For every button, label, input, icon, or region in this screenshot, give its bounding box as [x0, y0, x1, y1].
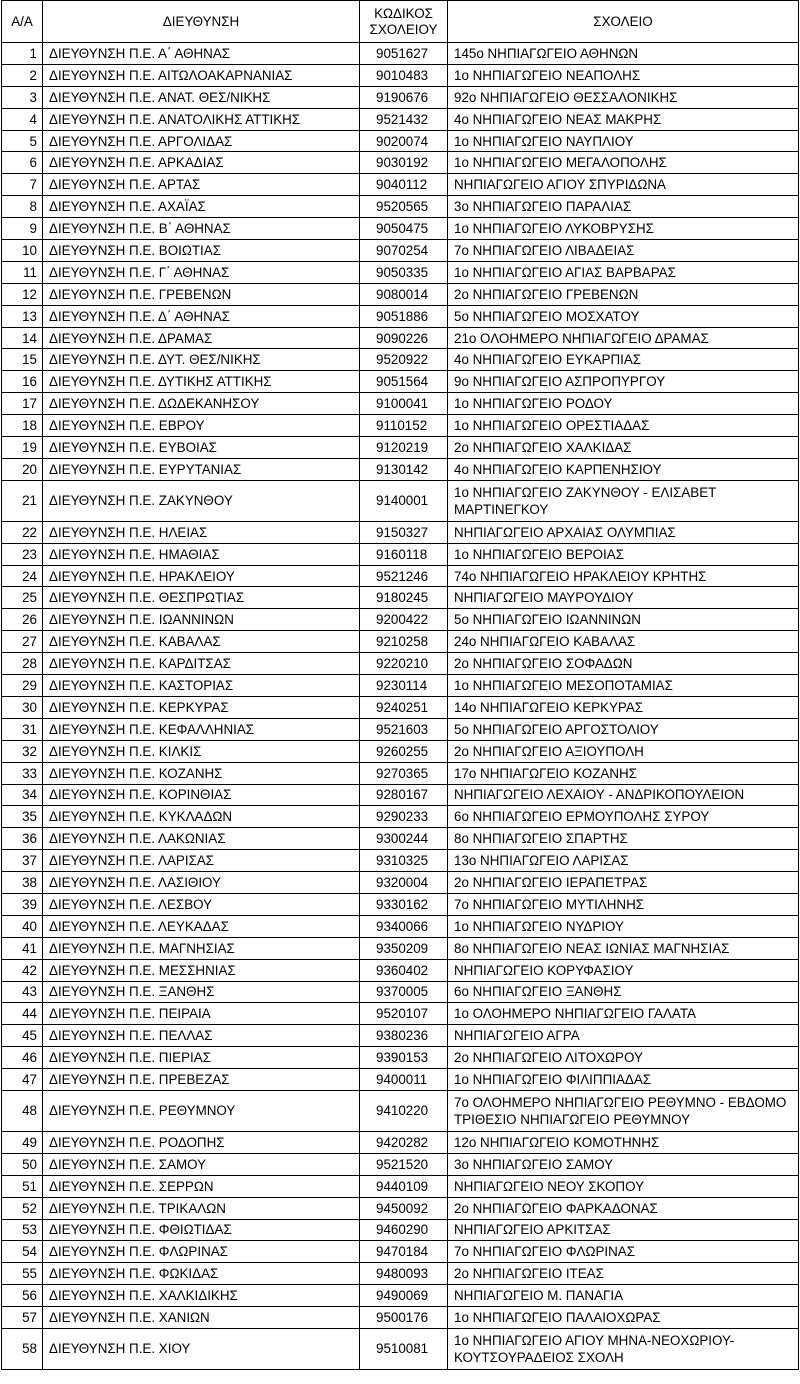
table-row [2, 543, 799, 565]
table-row [2, 565, 799, 587]
cell-school: 2ο ΝΗΠΙΑΓΩΓΕΙΟ ΑΞΙΟΥΠΟΛΗ [448, 740, 799, 762]
cell-direction: ΔΙΕΥΘΥΝΣΗ Π.Ε. ΑΙΤΩΛΟΑΚΑΡΝΑΝΙΑΣ [43, 64, 360, 86]
cell-school: 4ο ΝΗΠΙΑΓΩΓΕΙΟ ΕΥΚΑΡΠΙΑΣ [448, 349, 799, 371]
cell-direction: ΔΙΕΥΘΥΝΣΗ Π.Ε. ΡΕΘΥΜΝΟΥ [43, 1090, 360, 1131]
cell-direction: ΔΙΕΥΘΥΝΣΗ Π.Ε. ΛΕΣΒΟΥ [43, 893, 360, 915]
cell-school-code: 9270365 [360, 762, 448, 784]
cell-aa: 11 [2, 261, 43, 283]
table-row [2, 43, 799, 65]
cell-aa: 38 [2, 872, 43, 894]
cell-aa: 46 [2, 1047, 43, 1069]
table-row [2, 1219, 799, 1241]
table-row [2, 631, 799, 653]
cell-direction: ΔΙΕΥΘΥΝΣΗ Π.Ε. ΚΥΚΛΑΔΩΝ [43, 806, 360, 828]
table-row [2, 587, 799, 609]
cell-aa: 28 [2, 653, 43, 675]
cell-direction: ΔΙΕΥΘΥΝΣΗ Π.Ε. ΧΑΝΙΩΝ [43, 1307, 360, 1329]
cell-direction: ΔΙΕΥΘΥΝΣΗ Π.Ε. ΚΟΡΙΝΘΙΑΣ [43, 784, 360, 806]
cell-aa: 37 [2, 850, 43, 872]
cell-school-code: 9420282 [360, 1131, 448, 1153]
cell-aa: 2 [2, 64, 43, 86]
cell-direction: ΔΙΕΥΘΥΝΣΗ Π.Ε. ΑΡΚΑΔΙΑΣ [43, 152, 360, 174]
cell-school-code: 9350209 [360, 937, 448, 959]
cell-aa: 18 [2, 415, 43, 437]
table-row [2, 458, 799, 480]
cell-direction: ΔΙΕΥΘΥΝΣΗ Π.Ε. ΔΥΤ. ΘΕΣ/ΝΙΚΗΣ [43, 349, 360, 371]
table-row [2, 1263, 799, 1285]
table-header-row [2, 1, 799, 43]
cell-school-code: 9010483 [360, 64, 448, 86]
cell-direction: ΔΙΕΥΘΥΝΣΗ Π.Ε. ΑΝΑΤΟΛΙΚΗΣ ΑΤΤΙΚΗΣ [43, 108, 360, 130]
cell-school: 2ο ΝΗΠΙΑΓΩΓΕΙΟ ΙΕΡΑΠΕΤΡΑΣ [448, 872, 799, 894]
cell-aa: 36 [2, 828, 43, 850]
cell-aa: 57 [2, 1307, 43, 1329]
cell-school: 6ο ΝΗΠΙΑΓΩΓΕΙΟ ΞΑΝΘΗΣ [448, 981, 799, 1003]
cell-school-code: 9410220 [360, 1090, 448, 1131]
table-row [2, 218, 799, 240]
cell-direction: ΔΙΕΥΘΥΝΣΗ Π.Ε. ΔΩΔΕΚΑΝΗΣΟΥ [43, 393, 360, 415]
cell-aa: 7 [2, 174, 43, 196]
cell-school: 1ο ΝΗΠΙΑΓΩΓΕΙΟ ΛΥΚΟΒΡΥΣΗΣ [448, 218, 799, 240]
cell-aa: 58 [2, 1328, 43, 1369]
cell-school: 1ο ΝΗΠΙΑΓΩΓΕΙΟ ΟΡΕΣΤΙΑΔΑΣ [448, 415, 799, 437]
cell-direction: ΔΙΕΥΘΥΝΣΗ Π.Ε. ΚΟΖΑΝΗΣ [43, 762, 360, 784]
table-row [2, 872, 799, 894]
table-row [2, 152, 799, 174]
cell-direction: ΔΙΕΥΘΥΝΣΗ Π.Ε. ΦΘΙΩΤΙΔΑΣ [43, 1219, 360, 1241]
cell-school: 1ο ΝΗΠΙΑΓΩΓΕΙΟ ΝΥΔΡΙΟΥ [448, 915, 799, 937]
cell-school: 2ο ΝΗΠΙΑΓΩΓΕΙΟ ΛΙΤΟΧΩΡΟΥ [448, 1047, 799, 1069]
cell-direction: ΔΙΕΥΘΥΝΣΗ Π.Ε. ΚΕΦΑΛΛΗΝΙΑΣ [43, 718, 360, 740]
cell-direction: ΔΙΕΥΘΥΝΣΗ Π.Ε. ΞΑΝΘΗΣ [43, 981, 360, 1003]
cell-aa: 23 [2, 543, 43, 565]
cell-school-code: 9030192 [360, 152, 448, 174]
cell-direction: ΔΙΕΥΘΥΝΣΗ Π.Ε. ΘΕΣΠΡΩΤΙΑΣ [43, 587, 360, 609]
cell-school-code: 9521246 [360, 565, 448, 587]
cell-school-code: 9180245 [360, 587, 448, 609]
cell-school: 3ο ΝΗΠΙΑΓΩΓΕΙΟ ΠΑΡΑΛΙΑΣ [448, 196, 799, 218]
cell-direction: ΔΙΕΥΘΥΝΣΗ Π.Ε. ΑΝΑΤ. ΘΕΣ/ΝΙΚΗΣ [43, 86, 360, 108]
cell-school: 8ο ΝΗΠΙΑΓΩΓΕΙΟ ΝΕΑΣ ΙΩΝΙΑΣ ΜΑΓΝΗΣΙΑΣ [448, 937, 799, 959]
table-row [2, 1197, 799, 1219]
cell-school-code: 9120219 [360, 437, 448, 459]
cell-school: 7ο ΟΛΟΗΜΕΡΟ ΝΗΠΙΑΓΩΓΕΙΟ ΡΕΘΥΜΝΟ - ΕΒΔΟΜΟ ΤΡΙΘΕΣΙΟ ΝΗΠΙΑΓΩΓΕΙΟ ΡΕΘΥΜΝΟΥ [448, 1090, 799, 1131]
table-row [2, 305, 799, 327]
cell-school: 4ο ΝΗΠΙΑΓΩΓΕΙΟ ΚΑΡΠΕΝΗΣΙΟΥ [448, 458, 799, 480]
cell-direction: ΔΙΕΥΘΥΝΣΗ Π.Ε. ΛΑΣΙΘΙΟΥ [43, 872, 360, 894]
cell-school-code: 9230114 [360, 675, 448, 697]
cell-school: ΝΗΠΙΑΓΩΓΕΙΟ ΜΑΥΡΟΥΔΙΟΥ [448, 587, 799, 609]
cell-school-code: 9500176 [360, 1307, 448, 1329]
cell-school: 145ο ΝΗΠΙΑΓΩΓΕΙΟ ΑΘΗΝΩΝ [448, 43, 799, 65]
table-row [2, 784, 799, 806]
cell-aa: 12 [2, 283, 43, 305]
cell-school-code: 9100041 [360, 393, 448, 415]
cell-direction: ΔΙΕΥΘΥΝΣΗ Π.Ε. ΜΑΓΝΗΣΙΑΣ [43, 937, 360, 959]
cell-school-code: 9450092 [360, 1197, 448, 1219]
cell-direction: ΔΙΕΥΘΥΝΣΗ Π.Ε. ΚΙΛΚΙΣ [43, 740, 360, 762]
cell-aa: 44 [2, 1003, 43, 1025]
table-row [2, 675, 799, 697]
table-row [2, 893, 799, 915]
cell-aa: 29 [2, 675, 43, 697]
cell-school-code: 9260255 [360, 740, 448, 762]
cell-school-code: 9190676 [360, 86, 448, 108]
cell-school-code: 9520107 [360, 1003, 448, 1025]
cell-school: 92ο ΝΗΠΙΑΓΩΓΕΙΟ ΘΕΣΣΑΛΟΝΙΚΗΣ [448, 86, 799, 108]
table-row [2, 1069, 799, 1091]
cell-school: 1ο ΝΗΠΙΑΓΩΓΕΙΟ ΖΑΚΥΝΘΟΥ - ΕΛΙΣΑΒΕΤ ΜΑΡΤΙΝΕΓΚΟΥ [448, 480, 799, 521]
cell-direction: ΔΙΕΥΘΥΝΣΗ Π.Ε. ΠΕΛΛΑΣ [43, 1025, 360, 1047]
table-row [2, 327, 799, 349]
cell-school-code: 9440109 [360, 1175, 448, 1197]
cell-school-code: 9050335 [360, 261, 448, 283]
header-code-line2: ΣΧΟΛΕΙΟΥ [369, 21, 438, 37]
cell-school: ΝΗΠΙΑΓΩΓΕΙΟ ΑΡΚΙΤΣΑΣ [448, 1219, 799, 1241]
table-row [2, 437, 799, 459]
cell-school-code: 9480093 [360, 1263, 448, 1285]
cell-school: 4ο ΝΗΠΙΑΓΩΓΕΙΟ ΝΕΑΣ ΜΑΚΡΗΣ [448, 108, 799, 130]
table-row [2, 1241, 799, 1263]
cell-school-code: 9090226 [360, 327, 448, 349]
cell-direction: ΔΙΕΥΘΥΝΣΗ Π.Ε. ΚΑΣΤΟΡΙΑΣ [43, 675, 360, 697]
cell-direction: ΔΙΕΥΘΥΝΣΗ Π.Ε. ΤΡΙΚΑΛΩΝ [43, 1197, 360, 1219]
cell-direction: ΔΙΕΥΘΥΝΣΗ Π.Ε. ΚΑΒΑΛΑΣ [43, 631, 360, 653]
cell-school: 24ο ΝΗΠΙΑΓΩΓΕΙΟ ΚΑΒΑΛΑΣ [448, 631, 799, 653]
cell-direction: ΔΙΕΥΘΥΝΣΗ Π.Ε. ΚΕΡΚΥΡΑΣ [43, 696, 360, 718]
cell-school: 3ο ΝΗΠΙΑΓΩΓΕΙΟ ΣΑΜΟΥ [448, 1153, 799, 1175]
cell-school: 13ο ΝΗΠΙΑΓΩΓΕΙΟ ΛΑΡΙΣΑΣ [448, 850, 799, 872]
cell-direction: ΔΙΕΥΘΥΝΣΗ Π.Ε. ΒΟΙΩΤΙΑΣ [43, 240, 360, 262]
cell-aa: 39 [2, 893, 43, 915]
cell-school: 74ο ΝΗΠΙΑΓΩΓΕΙΟ ΗΡΑΚΛΕΙΟΥ ΚΡΗΤΗΣ [448, 565, 799, 587]
table-row [2, 1307, 799, 1329]
cell-school-code: 9051886 [360, 305, 448, 327]
cell-direction: ΔΙΕΥΘΥΝΣΗ Π.Ε. ΗΛΕΙΑΣ [43, 521, 360, 543]
header-school: ΣΧΟΛΕΙΟ [448, 1, 799, 43]
cell-school-code: 9080014 [360, 283, 448, 305]
cell-direction: ΔΙΕΥΘΥΝΣΗ Π.Ε. ΧΙΟΥ [43, 1328, 360, 1369]
cell-school: 1ο ΟΛΟΗΜΕΡΟ ΝΗΠΙΑΓΩΓΕΙΟ ΓΑΛΑΤΑ [448, 1003, 799, 1025]
cell-school-code: 9140001 [360, 480, 448, 521]
table-row [2, 740, 799, 762]
cell-school: ΝΗΠΙΑΓΩΓΕΙΟ ΛΕΧΑΙΟΥ - ΑΝΔΡΙΚΟΠΟΥΛΕΙΟΝ [448, 784, 799, 806]
table-row [2, 762, 799, 784]
cell-school-code: 9110152 [360, 415, 448, 437]
cell-direction: ΔΙΕΥΘΥΝΣΗ Π.Ε. ΗΡΑΚΛΕΙΟΥ [43, 565, 360, 587]
cell-school: 2ο ΝΗΠΙΑΓΩΓΕΙΟ ΧΑΛΚΙΔΑΣ [448, 437, 799, 459]
cell-aa: 48 [2, 1090, 43, 1131]
cell-direction: ΔΙΕΥΘΥΝΣΗ Π.Ε. ΦΛΩΡΙΝΑΣ [43, 1241, 360, 1263]
cell-aa: 14 [2, 327, 43, 349]
table-row [2, 371, 799, 393]
cell-school: 1ο ΝΗΠΙΑΓΩΓΕΙΟ ΒΕΡΟΙΑΣ [448, 543, 799, 565]
cell-aa: 10 [2, 240, 43, 262]
table-row [2, 915, 799, 937]
cell-aa: 33 [2, 762, 43, 784]
cell-school: 7ο ΝΗΠΙΑΓΩΓΕΙΟ ΜΥΤΙΛΗΝΗΣ [448, 893, 799, 915]
table-row [2, 653, 799, 675]
cell-direction: ΔΙΕΥΘΥΝΣΗ Π.Ε. ΛΑΚΩΝΙΑΣ [43, 828, 360, 850]
cell-school: 1ο ΝΗΠΙΑΓΩΓΕΙΟ ΠΑΛΑΙΟΧΩΡΑΣ [448, 1307, 799, 1329]
cell-direction: ΔΙΕΥΘΥΝΣΗ Π.Ε. ΑΡΤΑΣ [43, 174, 360, 196]
cell-school: 6ο ΝΗΠΙΑΓΩΓΕΙΟ ΕΡΜΟΥΠΟΛΗΣ ΣΥΡΟΥ [448, 806, 799, 828]
table-row [2, 1131, 799, 1153]
table-row [2, 521, 799, 543]
cell-direction: ΔΙΕΥΘΥΝΣΗ Π.Ε. ΑΡΓΟΛΙΔΑΣ [43, 130, 360, 152]
cell-school: 9ο ΝΗΠΙΑΓΩΓΕΙΟ ΑΣΠΡΟΠΥΡΓΟΥ [448, 371, 799, 393]
cell-aa: 25 [2, 587, 43, 609]
cell-direction: ΔΙΕΥΘΥΝΣΗ Π.Ε. Γ΄ ΑΘΗΝΑΣ [43, 261, 360, 283]
cell-aa: 21 [2, 480, 43, 521]
cell-school-code: 9370005 [360, 981, 448, 1003]
table-row [2, 86, 799, 108]
table-row [2, 196, 799, 218]
table-row [2, 1090, 799, 1131]
cell-school-code: 9240251 [360, 696, 448, 718]
cell-school: 2ο ΝΗΠΙΑΓΩΓΕΙΟ ΙΤΕΑΣ [448, 1263, 799, 1285]
cell-school-code: 9360402 [360, 959, 448, 981]
cell-school: 1ο ΝΗΠΙΑΓΩΓΕΙΟ ΡΟΔΟΥ [448, 393, 799, 415]
cell-aa: 9 [2, 218, 43, 240]
cell-direction: ΔΙΕΥΘΥΝΣΗ Π.Ε. ΦΩΚΙΔΑΣ [43, 1263, 360, 1285]
cell-aa: 27 [2, 631, 43, 653]
cell-school-code: 9310325 [360, 850, 448, 872]
table-row [2, 1153, 799, 1175]
cell-school: 17ο ΝΗΠΙΑΓΩΓΕΙΟ ΚΟΖΑΝΗΣ [448, 762, 799, 784]
cell-school-code: 9050475 [360, 218, 448, 240]
cell-aa: 49 [2, 1131, 43, 1153]
cell-school-code: 9510081 [360, 1328, 448, 1369]
cell-aa: 34 [2, 784, 43, 806]
cell-school: ΝΗΠΙΑΓΩΓΕΙΟ ΑΓΙΟΥ ΣΠΥΡΙΔΩΝΑ [448, 174, 799, 196]
cell-direction: ΔΙΕΥΘΥΝΣΗ Π.Ε. ΔΡΑΜΑΣ [43, 327, 360, 349]
cell-aa: 20 [2, 458, 43, 480]
cell-aa: 3 [2, 86, 43, 108]
table-row [2, 261, 799, 283]
cell-school-code: 9300244 [360, 828, 448, 850]
cell-aa: 6 [2, 152, 43, 174]
cell-school-code: 9220210 [360, 653, 448, 675]
cell-school-code: 9390153 [360, 1047, 448, 1069]
cell-school: 8ο ΝΗΠΙΑΓΩΓΕΙΟ ΣΠΑΡΤΗΣ [448, 828, 799, 850]
table-row [2, 1175, 799, 1197]
cell-school: 12ο ΝΗΠΙΑΓΩΓΕΙΟ ΚΟΜΟΤΗΝΗΣ [448, 1131, 799, 1153]
cell-direction: ΔΙΕΥΘΥΝΣΗ Π.Ε. ΓΡΕΒΕΝΩΝ [43, 283, 360, 305]
cell-school: 2ο ΝΗΠΙΑΓΩΓΕΙΟ ΦΑΡΚΑΔΟΝΑΣ [448, 1197, 799, 1219]
cell-direction: ΔΙΕΥΘΥΝΣΗ Π.Ε. ΜΕΣΣΗΝΙΑΣ [43, 959, 360, 981]
cell-aa: 15 [2, 349, 43, 371]
cell-school-code: 9521432 [360, 108, 448, 130]
cell-direction: ΔΙΕΥΘΥΝΣΗ Π.Ε. ΕΥΡΥΤΑΝΙΑΣ [43, 458, 360, 480]
cell-school: 1ο ΝΗΠΙΑΓΩΓΕΙΟ ΑΓΙΑΣ ΒΑΡΒΑΡΑΣ [448, 261, 799, 283]
table-row [2, 718, 799, 740]
table-row [2, 1328, 799, 1369]
cell-school-code: 9320004 [360, 872, 448, 894]
table-row [2, 283, 799, 305]
table-body [2, 43, 799, 1370]
cell-school: ΝΗΠΙΑΓΩΓΕΙΟ Μ. ΠΑΝΑΓΙΑ [448, 1285, 799, 1307]
cell-aa: 41 [2, 937, 43, 959]
cell-school: ΝΗΠΙΑΓΩΓΕΙΟ ΝΕΟΥ ΣΚΟΠΟΥ [448, 1175, 799, 1197]
cell-school: 5ο ΝΗΠΙΑΓΩΓΕΙΟ ΜΟΣΧΑΤΟΥ [448, 305, 799, 327]
cell-direction: ΔΙΕΥΘΥΝΣΗ Π.Ε. ΣΕΡΡΩΝ [43, 1175, 360, 1197]
cell-aa: 45 [2, 1025, 43, 1047]
cell-school-code: 9470184 [360, 1241, 448, 1263]
cell-aa: 19 [2, 437, 43, 459]
table-row [2, 1285, 799, 1307]
cell-aa: 31 [2, 718, 43, 740]
cell-school: 1ο ΝΗΠΙΑΓΩΓΕΙΟ ΝΕΑΠΟΛΗΣ [448, 64, 799, 86]
cell-school: 21ο ΟΛΟΗΜΕΡΟ ΝΗΠΙΑΓΩΓΕΙΟ ΔΡΑΜΑΣ [448, 327, 799, 349]
cell-school: 1ο ΝΗΠΙΑΓΩΓΕΙΟ ΑΓΙΟΥ ΜΗΝΑ-ΝΕΟΧΩΡΙΟΥ-ΚΟΥΤΣΟΥΡΑΔΕΙΟΣ ΣΧΟΛΗ [448, 1328, 799, 1369]
cell-direction: ΔΙΕΥΘΥΝΣΗ Π.Ε. ΛΑΡΙΣΑΣ [43, 850, 360, 872]
cell-aa: 40 [2, 915, 43, 937]
cell-school-code: 9210258 [360, 631, 448, 653]
cell-direction: ΔΙΕΥΘΥΝΣΗ Π.Ε. ΙΩΑΝΝΙΝΩΝ [43, 609, 360, 631]
cell-school-code: 9330162 [360, 893, 448, 915]
cell-aa: 43 [2, 981, 43, 1003]
cell-aa: 54 [2, 1241, 43, 1263]
table-row [2, 609, 799, 631]
table-row [2, 828, 799, 850]
header-school-code [360, 1, 448, 43]
table-row [2, 174, 799, 196]
table-row [2, 806, 799, 828]
cell-aa: 30 [2, 696, 43, 718]
cell-school: 1ο ΝΗΠΙΑΓΩΓΕΙΟ ΜΕΣΟΠΟΤΑΜΙΑΣ [448, 675, 799, 697]
cell-aa: 47 [2, 1069, 43, 1091]
cell-direction: ΔΙΕΥΘΥΝΣΗ Π.Ε. ΠΡΕΒΕΖΑΣ [43, 1069, 360, 1091]
cell-school: ΝΗΠΙΑΓΩΓΕΙΟ ΑΡΧΑΙΑΣ ΟΛΥΜΠΙΑΣ [448, 521, 799, 543]
cell-aa: 5 [2, 130, 43, 152]
cell-school-code: 9160118 [360, 543, 448, 565]
cell-direction: ΔΙΕΥΘΥΝΣΗ Π.Ε. ΛΕΥΚΑΔΑΣ [43, 915, 360, 937]
cell-school-code: 9380236 [360, 1025, 448, 1047]
cell-school: 5ο ΝΗΠΙΑΓΩΓΕΙΟ ΑΡΓΟΣΤΟΛΙΟΥ [448, 718, 799, 740]
cell-direction: ΔΙΕΥΘΥΝΣΗ Π.Ε. ΣΑΜΟΥ [43, 1153, 360, 1175]
cell-school-code: 9521603 [360, 718, 448, 740]
cell-aa: 26 [2, 609, 43, 631]
table-row [2, 981, 799, 1003]
cell-school-code: 9520922 [360, 349, 448, 371]
cell-aa: 51 [2, 1175, 43, 1197]
cell-direction: ΔΙΕΥΘΥΝΣΗ Π.Ε. Δ΄ ΑΘΗΝΑΣ [43, 305, 360, 327]
table-row [2, 850, 799, 872]
cell-direction: ΔΙΕΥΘΥΝΣΗ Π.Ε. ΡΟΔΟΠΗΣ [43, 1131, 360, 1153]
table-row [2, 937, 799, 959]
schools-table [1, 0, 799, 1370]
cell-school: 5ο ΝΗΠΙΑΓΩΓΕΙΟ ΙΩΑΝΝΙΝΩΝ [448, 609, 799, 631]
cell-aa: 42 [2, 959, 43, 981]
cell-school-code: 9130142 [360, 458, 448, 480]
cell-school-code: 9460290 [360, 1219, 448, 1241]
cell-direction: ΔΙΕΥΘΥΝΣΗ Π.Ε. ΕΥΒΟΙΑΣ [43, 437, 360, 459]
cell-school: 14ο ΝΗΠΙΑΓΩΓΕΙΟ ΚΕΡΚΥΡΑΣ [448, 696, 799, 718]
cell-school-code: 9200422 [360, 609, 448, 631]
cell-aa: 52 [2, 1197, 43, 1219]
cell-aa: 50 [2, 1153, 43, 1175]
cell-school-code: 9490069 [360, 1285, 448, 1307]
table-row [2, 64, 799, 86]
cell-school: 7ο ΝΗΠΙΑΓΩΓΕΙΟ ΦΛΩΡΙΝΑΣ [448, 1241, 799, 1263]
cell-aa: 35 [2, 806, 43, 828]
cell-aa: 17 [2, 393, 43, 415]
table-row [2, 108, 799, 130]
cell-school: ΝΗΠΙΑΓΩΓΕΙΟ ΚΟΡΥΦΑΣΙΟΥ [448, 959, 799, 981]
table-row [2, 393, 799, 415]
cell-direction: ΔΙΕΥΘΥΝΣΗ Π.Ε. ΖΑΚΥΝΘΟΥ [43, 480, 360, 521]
table-row [2, 480, 799, 521]
cell-school-code: 9521520 [360, 1153, 448, 1175]
table-row [2, 696, 799, 718]
cell-school-code: 9051627 [360, 43, 448, 65]
cell-school: 1ο ΝΗΠΙΑΓΩΓΕΙΟ ΦΙΛΙΠΠΙΑΔΑΣ [448, 1069, 799, 1091]
cell-direction: ΔΙΕΥΘΥΝΣΗ Π.Ε. ΕΒΡΟΥ [43, 415, 360, 437]
cell-aa: 8 [2, 196, 43, 218]
cell-school: 1ο ΝΗΠΙΑΓΩΓΕΙΟ ΝΑΥΠΛΙΟΥ [448, 130, 799, 152]
cell-aa: 56 [2, 1285, 43, 1307]
table-row [2, 240, 799, 262]
cell-aa: 22 [2, 521, 43, 543]
table-row [2, 349, 799, 371]
cell-aa: 53 [2, 1219, 43, 1241]
cell-direction: ΔΙΕΥΘΥΝΣΗ Π.Ε. ΧΑΛΚΙΔΙΚΗΣ [43, 1285, 360, 1307]
cell-school-code: 9340066 [360, 915, 448, 937]
table-row [2, 1025, 799, 1047]
cell-school-code: 9280167 [360, 784, 448, 806]
header-code-line1: ΚΩΔΙΚΟΣ [374, 5, 433, 21]
table-row [2, 130, 799, 152]
table-row [2, 959, 799, 981]
cell-aa: 24 [2, 565, 43, 587]
cell-direction: ΔΙΕΥΘΥΝΣΗ Π.Ε. ΠΕΙΡΑΙΑ [43, 1003, 360, 1025]
cell-aa: 1 [2, 43, 43, 65]
cell-direction: ΔΙΕΥΘΥΝΣΗ Π.Ε. ΠΙΕΡΙΑΣ [43, 1047, 360, 1069]
header-direction: ΔΙΕΥΘΥΝΣΗ [43, 1, 360, 43]
cell-direction: ΔΙΕΥΘΥΝΣΗ Π.Ε. ΑΧΑΪΑΣ [43, 196, 360, 218]
cell-school-code: 9070254 [360, 240, 448, 262]
cell-school: 1ο ΝΗΠΙΑΓΩΓΕΙΟ ΜΕΓΑΛΟΠΟΛΗΣ [448, 152, 799, 174]
table-row [2, 1047, 799, 1069]
cell-direction: ΔΙΕΥΘΥΝΣΗ Π.Ε. ΔΥΤΙΚΗΣ ΑΤΤΙΚΗΣ [43, 371, 360, 393]
cell-school-code: 9150327 [360, 521, 448, 543]
table-row [2, 1003, 799, 1025]
cell-direction: ΔΙΕΥΘΥΝΣΗ Π.Ε. ΚΑΡΔΙΤΣΑΣ [43, 653, 360, 675]
cell-direction: ΔΙΕΥΘΥΝΣΗ Π.Ε. Α΄ ΑΘΗΝΑΣ [43, 43, 360, 65]
cell-school: 2ο ΝΗΠΙΑΓΩΓΕΙΟ ΣΟΦΑΔΩΝ [448, 653, 799, 675]
cell-school-code: 9040112 [360, 174, 448, 196]
cell-aa: 55 [2, 1263, 43, 1285]
cell-direction: ΔΙΕΥΘΥΝΣΗ Π.Ε. Β΄ ΑΘΗΝΑΣ [43, 218, 360, 240]
cell-aa: 4 [2, 108, 43, 130]
cell-school-code: 9290233 [360, 806, 448, 828]
table-row [2, 415, 799, 437]
cell-school-code: 9020074 [360, 130, 448, 152]
cell-school: 7ο ΝΗΠΙΑΓΩΓΕΙΟ ΛΙΒΑΔΕΙΑΣ [448, 240, 799, 262]
cell-school: 2ο ΝΗΠΙΑΓΩΓΕΙΟ ΓΡΕΒΕΝΩΝ [448, 283, 799, 305]
cell-aa: 13 [2, 305, 43, 327]
cell-school-code: 9051564 [360, 371, 448, 393]
cell-school: ΝΗΠΙΑΓΩΓΕΙΟ ΑΓΡΑ [448, 1025, 799, 1047]
header-aa: Α/Α [2, 1, 43, 43]
cell-school-code: 9400011 [360, 1069, 448, 1091]
cell-aa: 16 [2, 371, 43, 393]
cell-school-code: 9520565 [360, 196, 448, 218]
cell-aa: 32 [2, 740, 43, 762]
cell-direction: ΔΙΕΥΘΥΝΣΗ Π.Ε. ΗΜΑΘΙΑΣ [43, 543, 360, 565]
